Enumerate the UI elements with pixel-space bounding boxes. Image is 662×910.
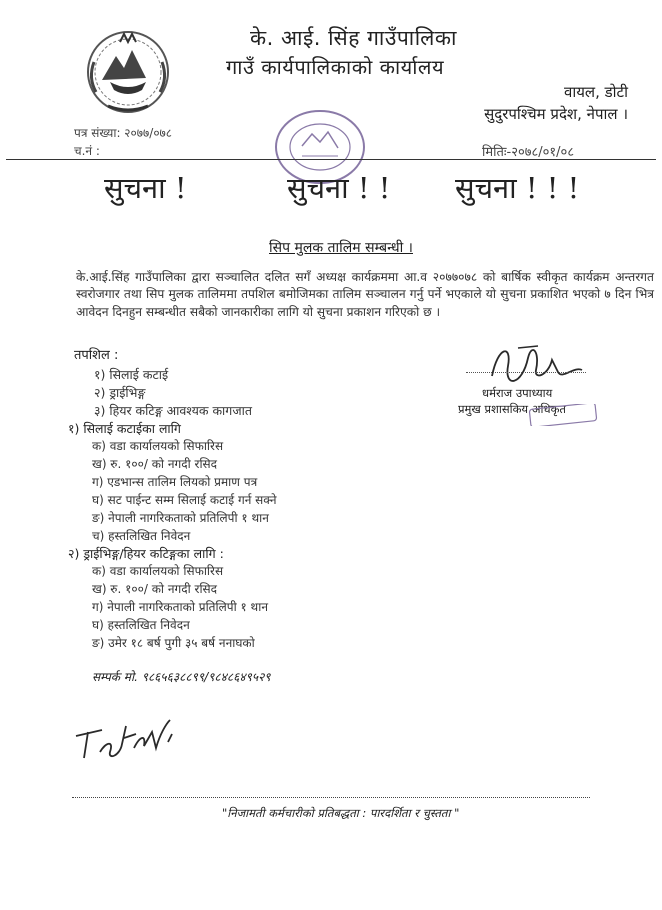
- letter-date: मितिः-२०७८/०१/०८: [482, 145, 575, 160]
- list-item: क) वडा कार्यालयको सिफारिस: [92, 439, 224, 453]
- list-item: ग) एडभान्स तालिम लियको प्रमाण पत्र: [92, 475, 258, 489]
- list-item: ग) नेपाली नागरिकताको प्रतिलिपी १ थान: [92, 600, 268, 614]
- list-item: घ) हस्तलिखित निवेदन: [92, 618, 190, 632]
- footer-divider: [72, 797, 590, 798]
- signatory-name: धर्मराज उपाध्याय: [482, 386, 553, 400]
- dispatch-number: च.नं :: [74, 144, 100, 158]
- section-heading-sewing: १) सिलाई कटाईका लागि: [68, 421, 181, 436]
- address-line-1: वायल, डोटी: [564, 83, 628, 101]
- notice-heading-3: सुचना ! ! !: [455, 171, 580, 205]
- signatory-title: प्रमुख प्रशासकिय अधिकृत: [458, 402, 566, 416]
- nepal-emblem-icon: [80, 22, 176, 122]
- list-item: १) सिलाई कटाई: [94, 367, 169, 382]
- list-item: ङ) उमेर १८ बर्ष पुगी ३५ बर्ष ननाघको: [92, 636, 255, 650]
- footer-motto: "निजामती कर्मचारीको प्रतिबद्धता : पारदर्शिता र चुस्तता ": [222, 806, 460, 820]
- notice-body: के.आई.सिंह गाउँपालिका द्वारा सञ्चालित दलित सगँ अध्यक्ष कार्यक्रममा आ.व २०७७०७८ को बार्षिक स्वीकृत कार्यक्रम अन्तरगत स्वरोजगार तथा सिप मुलक तालिममा तपशिल बमोजिमका तालिम सञ्चालन गर्नु पर्ने भएकाले यो सुचना प्रकाशित भएको ७ दिन भित्र आवेदन दिनहुन सम्बन्धीत सबैको जानकारीका लागि यो सुचना प्रकाशन गरिएको छ ।: [76, 270, 654, 319]
- office-name: गाउँ कार्यपालिकाको कार्यालय: [226, 55, 445, 79]
- list-item: घ) सट पाईन्ट सम्म सिलाई कटाई गर्न सक्ने: [92, 493, 277, 507]
- letter-number: पत्र संख्या: २०७७/०७८: [74, 126, 173, 140]
- section-heading-driving-haircut: २) ड्राईभिङ्ग/हियर कटिङ्गका लागि :: [68, 546, 224, 561]
- list-item: ख) रु. १००/ को नगदी रसिद: [92, 457, 218, 471]
- list-item: २) ड्राईभिङ्ग: [94, 385, 146, 400]
- notice-heading-2: सुचना ! !: [287, 171, 391, 205]
- training-list: [94, 366, 252, 420]
- details-label: तपशिल :: [74, 348, 119, 363]
- address-line-2: सुदुरपश्चिम प्रदेश, नेपाल ।: [484, 105, 628, 123]
- list-item: च) हस्तलिखित निवेदन: [92, 529, 191, 543]
- signature-dotted-line: [466, 372, 586, 373]
- contact-number: सम्पर्क मो. ९८६५६३८८९९/९८४८६४९५२९: [92, 670, 271, 684]
- list-item: ङ) नेपाली नागरिकताको प्रतिलिपी १ थान: [92, 511, 269, 525]
- subject-line: सिप मुलक तालिम सम्बन्धी ।: [269, 240, 413, 256]
- handwritten-initials: [72, 712, 192, 764]
- header-divider: [6, 159, 656, 160]
- sewing-requirements-list: [92, 437, 277, 545]
- list-item: ३) हियर कटिङ्ग आवश्यक कागजात: [94, 403, 252, 418]
- list-item: क) वडा कार्यालयको सिफारिस: [92, 564, 224, 578]
- notice-heading-1: सुचना !: [104, 171, 187, 205]
- signatory-stamp: [528, 404, 598, 426]
- list-item: ख) रु. १००/ को नगदी रसिद: [92, 582, 218, 596]
- municipality-name: के. आई. सिंह गाउँपालिका: [250, 26, 457, 50]
- driving-requirements-list: [92, 562, 268, 652]
